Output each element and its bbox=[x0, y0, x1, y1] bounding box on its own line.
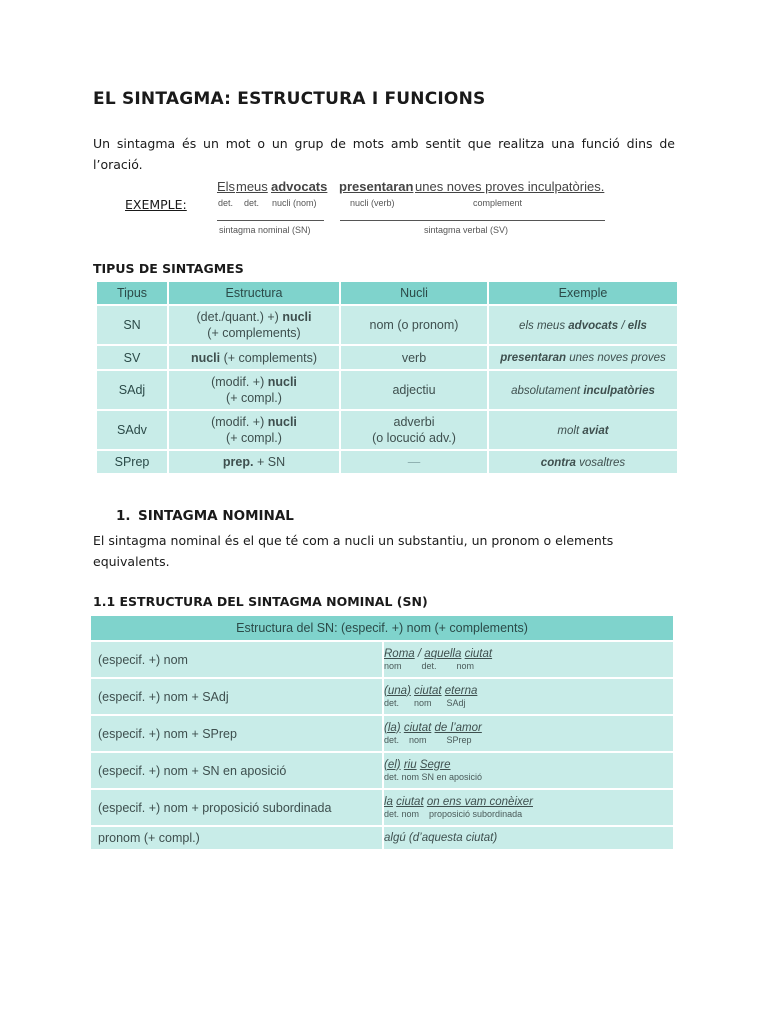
table-row bbox=[91, 753, 673, 788]
example-tag: det. bbox=[244, 198, 260, 208]
example-cell: (el) riu Segre det. nom SN en aposició bbox=[384, 753, 673, 788]
sv-bracket-line bbox=[340, 220, 605, 221]
column-header: Estructura bbox=[169, 282, 339, 304]
example-cell: absolutament inculpatòries bbox=[489, 371, 677, 409]
types-heading: TIPUS DE SINTAGMES bbox=[93, 261, 244, 276]
structure-cell: (especif. +) nom + SN en aposició bbox=[91, 753, 382, 788]
structure-cell: nucli (+ complements) bbox=[169, 346, 339, 369]
example-cell: Roma / aquella ciutat nom det. nom bbox=[384, 642, 673, 677]
type-cell: SPrep bbox=[97, 451, 167, 473]
intro-paragraph: Un sintagma és un mot o un grup de mots amb sentit que realitza una funció dins de l’oració. bbox=[93, 136, 675, 172]
example-word: advocats bbox=[271, 179, 328, 194]
table-row bbox=[97, 411, 677, 449]
table-row bbox=[97, 306, 677, 344]
example-cell: molt aviat bbox=[489, 411, 677, 449]
structure-cell: (modif. +) nucli (+ compl.) bbox=[169, 411, 339, 449]
type-cell: SAdj bbox=[97, 371, 167, 409]
structure-cell: (especif. +) nom + proposició subordinada bbox=[91, 790, 382, 825]
table-row bbox=[97, 346, 677, 369]
example-word: meus bbox=[236, 179, 268, 194]
sn-bracket-line bbox=[217, 220, 324, 221]
structure-cell: (det./quant.) +) nucli (+ complements) bbox=[169, 306, 339, 344]
example-label: EXEMPLE: bbox=[125, 197, 187, 212]
subsection-heading: 1.1 ESTRUCTURA DEL SINTAGMA NOMINAL (SN) bbox=[93, 594, 428, 609]
example-word: unes noves proves inculpatòries. bbox=[415, 179, 605, 194]
table-row bbox=[91, 716, 673, 751]
example-cell: contra vosaltres bbox=[489, 451, 677, 473]
example-tag: nucli (verb) bbox=[350, 198, 395, 208]
example-cell: la ciutat on ens vam conèixer det. nom proposició subordinada bbox=[384, 790, 673, 825]
table-row bbox=[91, 679, 673, 714]
table-row bbox=[97, 371, 677, 409]
table-row bbox=[91, 827, 673, 849]
table-row bbox=[97, 451, 677, 473]
table-header: Estructura del SN: (especif. +) nom (+ complements) bbox=[91, 616, 673, 640]
table-header-row bbox=[97, 282, 677, 304]
example-cell: algú (d’aquesta ciutat) bbox=[384, 827, 673, 849]
table-row bbox=[91, 642, 673, 677]
section-paragraph: El sintagma nominal és el que té com a nucli un substantiu, un pronom o elements equivalents. bbox=[93, 533, 614, 569]
nucleus-cell: adverbi (o locució adv.) bbox=[341, 411, 487, 449]
types-table bbox=[95, 280, 679, 475]
example-cell: els meus advocats / ells bbox=[489, 306, 677, 344]
structure-cell: (especif. +) nom + SAdj bbox=[91, 679, 382, 714]
nucleus-cell: nom (o pronom) bbox=[341, 306, 487, 344]
structure-cell: pronom (+ compl.) bbox=[91, 827, 382, 849]
example-tag: nucli (nom) bbox=[272, 198, 317, 208]
structure-cell: (modif. +) nucli (+ compl.) bbox=[169, 371, 339, 409]
table-row bbox=[91, 790, 673, 825]
nucleus-cell: verb bbox=[341, 346, 487, 369]
column-header: Nucli bbox=[341, 282, 487, 304]
table-header-row bbox=[91, 616, 673, 640]
structure-cell: (especif. +) nom bbox=[91, 642, 382, 677]
example-word: Els bbox=[217, 179, 236, 194]
example-cell: presentaran unes noves proves bbox=[489, 346, 677, 369]
nucleus-cell: — bbox=[341, 451, 487, 473]
example-cell: (la) ciutat de l’amor det. nom SPrep bbox=[384, 716, 673, 751]
structure-cell: (especif. +) nom + SPrep bbox=[91, 716, 382, 751]
nucleus-cell: adjectiu bbox=[341, 371, 487, 409]
example-cell: (una) ciutat eterna det. nom SAdj bbox=[384, 679, 673, 714]
type-cell: SV bbox=[97, 346, 167, 369]
type-cell: SAdv bbox=[97, 411, 167, 449]
example-group-sn: sintagma nominal (SN) bbox=[219, 225, 311, 235]
type-cell: SN bbox=[97, 306, 167, 344]
structure-cell: prep. + SN bbox=[169, 451, 339, 473]
sn-structure-table bbox=[89, 614, 675, 851]
section-heading: 1. SINTAGMA NOMINAL bbox=[116, 508, 294, 524]
example-group-sv: sintagma verbal (SV) bbox=[424, 225, 509, 235]
page-title: EL SINTAGMA: ESTRUCTURA I FUNCIONS bbox=[93, 89, 486, 109]
column-header: Exemple bbox=[489, 282, 677, 304]
example-word: presentaran bbox=[339, 179, 414, 194]
example-tag: det. bbox=[218, 198, 234, 208]
example-tag: complement bbox=[473, 198, 523, 208]
column-header: Tipus bbox=[97, 282, 167, 304]
